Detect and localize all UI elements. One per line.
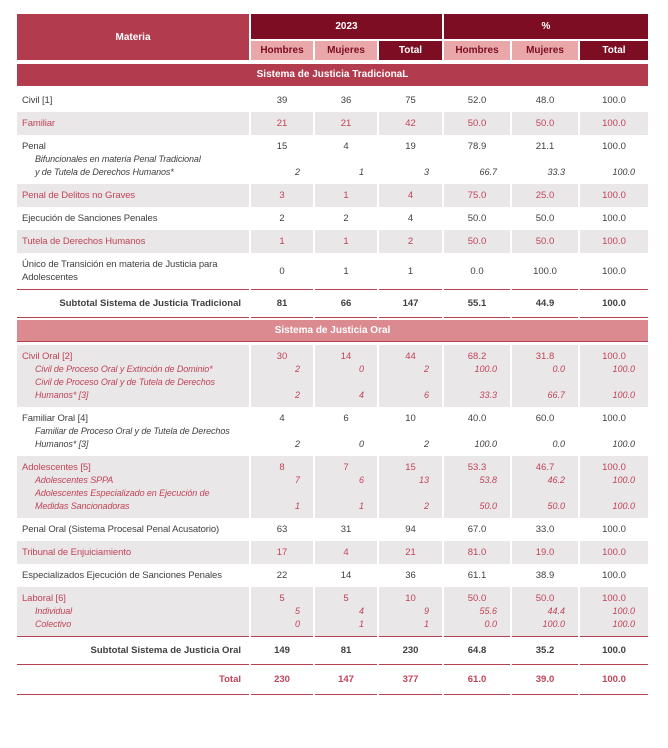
total-value: 230 — [251, 665, 313, 695]
table-subrow — [17, 438, 648, 456]
total-label: Total — [17, 665, 249, 695]
value-cell: 100.0 — [580, 112, 648, 135]
total-value: 100.0 — [580, 665, 648, 695]
value-cell — [315, 487, 377, 500]
table-header — [17, 14, 648, 62]
value-cell: 21.1 — [512, 135, 578, 153]
total-value: 39.0 — [512, 665, 578, 695]
year-2023-group-header: 2023 — [251, 14, 442, 41]
value-cell — [251, 376, 313, 389]
value-cell: 6 — [315, 407, 377, 425]
section-band — [17, 318, 648, 342]
value-cell: 100.0 — [580, 166, 648, 184]
value-cell — [580, 376, 648, 389]
value-cell: 50.0 — [512, 230, 578, 253]
value-cell: 100.0 — [580, 438, 648, 456]
value-cell: 39 — [251, 86, 313, 112]
section-title: Sistema de Justicia Oral — [17, 318, 648, 342]
value-cell: 0.0 — [512, 363, 578, 376]
value-cell: 46.2 — [512, 474, 578, 487]
value-cell: 50.0 — [444, 230, 510, 253]
value-cell — [580, 487, 648, 500]
value-cell: 0.0 — [444, 618, 510, 636]
value-cell: 50.0 — [444, 112, 510, 135]
value-cell: 7 — [315, 456, 377, 474]
value-cell: 100.0 — [580, 363, 648, 376]
value-cell — [444, 487, 510, 500]
table-subrow — [17, 166, 648, 184]
value-cell: 61.1 — [444, 564, 510, 587]
value-cell: 5 — [251, 587, 313, 605]
subcol-header: Total — [379, 41, 442, 62]
table-row — [17, 564, 648, 587]
row-label: Ejecución de Sanciones Penales — [17, 207, 249, 230]
value-cell: 33.0 — [512, 518, 578, 541]
value-cell: 75.0 — [444, 184, 510, 207]
value-cell: 0 — [315, 438, 377, 456]
value-cell: 0.0 — [444, 253, 510, 289]
subtotal-value: 81 — [315, 636, 377, 665]
subtotal-value: 100.0 — [580, 636, 648, 665]
value-cell: 1 — [379, 618, 442, 636]
table-subrow — [17, 474, 648, 487]
section-band — [17, 62, 648, 86]
row-label: Penal de Delitos no Graves — [17, 184, 249, 207]
table-subrow — [17, 425, 648, 438]
value-cell: 100.0 — [580, 230, 648, 253]
value-cell: 17 — [251, 541, 313, 564]
value-cell — [315, 425, 377, 438]
value-cell — [512, 153, 578, 166]
value-cell: 53.3 — [444, 456, 510, 474]
value-cell: 22 — [251, 564, 313, 587]
value-cell: 81.0 — [444, 541, 510, 564]
value-cell: 50.0 — [444, 207, 510, 230]
value-cell: 100.0 — [580, 184, 648, 207]
value-cell: 4 — [251, 407, 313, 425]
subtotal-value: 55.1 — [444, 289, 510, 318]
subtotal-row — [17, 289, 648, 318]
value-cell: 15 — [379, 456, 442, 474]
table-subrow — [17, 153, 648, 166]
row-label: Familiar — [17, 112, 249, 135]
row-label: Adolescentes [5] — [17, 456, 249, 474]
table-subrow — [17, 376, 648, 389]
subrow-label: Humanos* [3] — [17, 438, 249, 456]
value-cell: 100.0 — [580, 342, 648, 363]
value-cell — [379, 487, 442, 500]
value-cell: 42 — [379, 112, 442, 135]
value-cell: 50.0 — [444, 500, 510, 518]
value-cell: 25.0 — [512, 184, 578, 207]
value-cell: 0.0 — [512, 438, 578, 456]
subrow-label: Colectivo — [17, 618, 249, 636]
row-label: Tribunal de Enjuiciamiento — [17, 541, 249, 564]
subtotal-label: Subtotal Sistema de Justicia Tradicional — [17, 289, 249, 318]
subrow-label: Familiar de Proceso Oral y de Tutela de Derechos — [17, 425, 249, 438]
value-cell — [444, 153, 510, 166]
value-cell: 21 — [315, 112, 377, 135]
value-cell: 100.0 — [580, 456, 648, 474]
header-group-row — [17, 14, 648, 41]
row-label: Penal — [17, 135, 249, 153]
value-cell: 19.0 — [512, 541, 578, 564]
subrow-label: Individual — [17, 605, 249, 618]
value-cell — [379, 425, 442, 438]
subtotal-value: 64.8 — [444, 636, 510, 665]
value-cell — [379, 153, 442, 166]
value-cell: 1 — [315, 618, 377, 636]
table-row — [17, 518, 648, 541]
value-cell: 100.0 — [580, 86, 648, 112]
value-cell: 7 — [251, 474, 313, 487]
table-row — [17, 253, 648, 289]
table-row — [17, 407, 648, 425]
value-cell — [315, 153, 377, 166]
value-cell: 2 — [251, 363, 313, 376]
value-cell: 55.6 — [444, 605, 510, 618]
value-cell — [512, 425, 578, 438]
value-cell: 4 — [315, 541, 377, 564]
subrow-label: Civil de Proceso Oral y de Tutela de Derechos — [17, 376, 249, 389]
value-cell: 14 — [315, 564, 377, 587]
value-cell: 50.0 — [512, 112, 578, 135]
subcol-header: Total — [580, 41, 648, 62]
subrow-label: Adolescentes Especializado en Ejecución de — [17, 487, 249, 500]
value-cell: 100.0 — [512, 618, 578, 636]
subtotal-row — [17, 636, 648, 665]
value-cell — [379, 376, 442, 389]
value-cell: 100.0 — [580, 605, 648, 618]
subcol-header: Mujeres — [315, 41, 377, 62]
value-cell: 2 — [315, 207, 377, 230]
total-value: 377 — [379, 665, 442, 695]
value-cell: 0 — [251, 618, 313, 636]
value-cell: 33.3 — [444, 389, 510, 407]
table-subrow — [17, 363, 648, 376]
value-cell: 21 — [379, 541, 442, 564]
subrow-label: y de Tutela de Derechos Humanos* — [17, 166, 249, 184]
value-cell: 100.0 — [580, 500, 648, 518]
value-cell: 1 — [251, 230, 313, 253]
value-cell: 36 — [315, 86, 377, 112]
value-cell: 6 — [379, 389, 442, 407]
table-row — [17, 207, 648, 230]
value-cell: 33.3 — [512, 166, 578, 184]
value-cell: 36 — [379, 564, 442, 587]
value-cell: 94 — [379, 518, 442, 541]
value-cell: 31.8 — [512, 342, 578, 363]
value-cell: 31 — [315, 518, 377, 541]
value-cell: 52.0 — [444, 86, 510, 112]
subcol-header: Hombres — [251, 41, 313, 62]
value-cell — [444, 376, 510, 389]
row-label: Tutela de Derechos Humanos — [17, 230, 249, 253]
table-subrow — [17, 487, 648, 500]
subtotal-value: 149 — [251, 636, 313, 665]
value-cell: 14 — [315, 342, 377, 363]
subtotal-value: 35.2 — [512, 636, 578, 665]
value-cell: 38.9 — [512, 564, 578, 587]
subrow-label: Medidas Sancionadoras — [17, 500, 249, 518]
value-cell: 66.7 — [512, 389, 578, 407]
value-cell: 2 — [251, 438, 313, 456]
value-cell: 100.0 — [580, 587, 648, 605]
value-cell: 100.0 — [580, 135, 648, 153]
subtotal-value: 147 — [379, 289, 442, 318]
value-cell: 100.0 — [580, 618, 648, 636]
value-cell: 10 — [379, 407, 442, 425]
value-cell: 100.0 — [580, 389, 648, 407]
value-cell: 100.0 — [512, 253, 578, 289]
value-cell: 1 — [315, 166, 377, 184]
value-cell: 53.8 — [444, 474, 510, 487]
table-subrow — [17, 389, 648, 407]
value-cell — [512, 376, 578, 389]
value-cell: 4 — [379, 207, 442, 230]
row-label: Único de Transición en materia de Justicia para Adolescentes — [17, 253, 249, 289]
value-cell: 4 — [315, 135, 377, 153]
table-subrow — [17, 618, 648, 636]
table-row — [17, 86, 648, 112]
value-cell: 100.0 — [444, 438, 510, 456]
table-row — [17, 135, 648, 153]
value-cell: 50.0 — [512, 207, 578, 230]
row-label: Laboral [6] — [17, 587, 249, 605]
table-body — [17, 62, 648, 695]
value-cell: 2 — [379, 230, 442, 253]
value-cell — [251, 153, 313, 166]
value-cell: 6 — [315, 474, 377, 487]
value-cell — [251, 425, 313, 438]
table-row — [17, 184, 648, 207]
value-cell: 100.0 — [580, 253, 648, 289]
value-cell: 21 — [251, 112, 313, 135]
subtotal-value: 66 — [315, 289, 377, 318]
value-cell: 100.0 — [580, 407, 648, 425]
subrow-label: Civil de Proceso Oral y Extinción de Dominio* — [17, 363, 249, 376]
value-cell: 50.0 — [512, 587, 578, 605]
value-cell: 1 — [315, 184, 377, 207]
value-cell: 40.0 — [444, 407, 510, 425]
value-cell: 44.4 — [512, 605, 578, 618]
value-cell: 0 — [315, 363, 377, 376]
subtotal-value: 44.9 — [512, 289, 578, 318]
table-row — [17, 230, 648, 253]
value-cell: 100.0 — [580, 541, 648, 564]
value-cell: 100.0 — [444, 363, 510, 376]
value-cell: 19 — [379, 135, 442, 153]
table-row — [17, 541, 648, 564]
value-cell — [580, 153, 648, 166]
value-cell: 100.0 — [580, 564, 648, 587]
value-cell: 15 — [251, 135, 313, 153]
value-cell: 48.0 — [512, 86, 578, 112]
value-cell: 44 — [379, 342, 442, 363]
value-cell: 1 — [251, 500, 313, 518]
subtotal-value: 230 — [379, 636, 442, 665]
value-cell: 46.7 — [512, 456, 578, 474]
table-subrow — [17, 605, 648, 618]
row-label: Penal Oral (Sistema Procesal Penal Acusatorio) — [17, 518, 249, 541]
table-row — [17, 587, 648, 605]
table-row — [17, 342, 648, 363]
value-cell: 2 — [379, 438, 442, 456]
subcol-header: Mujeres — [512, 41, 578, 62]
value-cell: 1 — [315, 253, 377, 289]
total-value: 147 — [315, 665, 377, 695]
justice-statistics-table — [15, 14, 650, 695]
value-cell: 5 — [251, 605, 313, 618]
row-label: Civil [1] — [17, 86, 249, 112]
value-cell: 2 — [379, 363, 442, 376]
value-cell — [580, 425, 648, 438]
value-cell: 2 — [379, 500, 442, 518]
table-row — [17, 456, 648, 474]
value-cell: 1 — [315, 230, 377, 253]
value-cell: 50.0 — [444, 587, 510, 605]
value-cell: 50.0 — [512, 500, 578, 518]
value-cell: 0 — [251, 253, 313, 289]
subtotal-value: 81 — [251, 289, 313, 318]
value-cell: 75 — [379, 86, 442, 112]
materia-header: Materia — [17, 14, 249, 62]
value-cell: 2 — [251, 166, 313, 184]
table-row — [17, 112, 648, 135]
value-cell: 10 — [379, 587, 442, 605]
value-cell: 1 — [315, 500, 377, 518]
value-cell: 2 — [251, 207, 313, 230]
row-label: Familiar Oral [4] — [17, 407, 249, 425]
value-cell: 60.0 — [512, 407, 578, 425]
value-cell: 5 — [315, 587, 377, 605]
percent-group-header: % — [444, 14, 648, 41]
value-cell: 4 — [379, 184, 442, 207]
value-cell: 1 — [379, 253, 442, 289]
value-cell: 3 — [379, 166, 442, 184]
value-cell: 100.0 — [580, 474, 648, 487]
total-row — [17, 665, 648, 695]
subcol-header: Hombres — [444, 41, 510, 62]
total-value: 61.0 — [444, 665, 510, 695]
row-label: Civil Oral [2] — [17, 342, 249, 363]
table-subrow — [17, 500, 648, 518]
row-label: Especializados Ejecución de Sanciones Penales — [17, 564, 249, 587]
value-cell: 30 — [251, 342, 313, 363]
value-cell — [512, 487, 578, 500]
subtotal-value: 100.0 — [580, 289, 648, 318]
value-cell: 4 — [315, 389, 377, 407]
value-cell: 13 — [379, 474, 442, 487]
value-cell: 66.7 — [444, 166, 510, 184]
value-cell: 9 — [379, 605, 442, 618]
value-cell — [444, 425, 510, 438]
subrow-label: Humanos* [3] — [17, 389, 249, 407]
subrow-label: Bifuncionales en materia Penal Tradicional — [17, 153, 249, 166]
value-cell: 67.0 — [444, 518, 510, 541]
value-cell: 68.2 — [444, 342, 510, 363]
value-cell: 4 — [315, 605, 377, 618]
value-cell: 2 — [251, 389, 313, 407]
section-title: Sistema de Justicia TradicionaL — [17, 62, 648, 86]
subrow-label: Adolescentes SPPA — [17, 474, 249, 487]
subtotal-label: Subtotal Sistema de Justicia Oral — [17, 636, 249, 665]
value-cell: 100.0 — [580, 518, 648, 541]
value-cell: 100.0 — [580, 207, 648, 230]
value-cell: 63 — [251, 518, 313, 541]
value-cell — [315, 376, 377, 389]
value-cell: 3 — [251, 184, 313, 207]
value-cell: 78.9 — [444, 135, 510, 153]
value-cell — [251, 487, 313, 500]
value-cell: 8 — [251, 456, 313, 474]
